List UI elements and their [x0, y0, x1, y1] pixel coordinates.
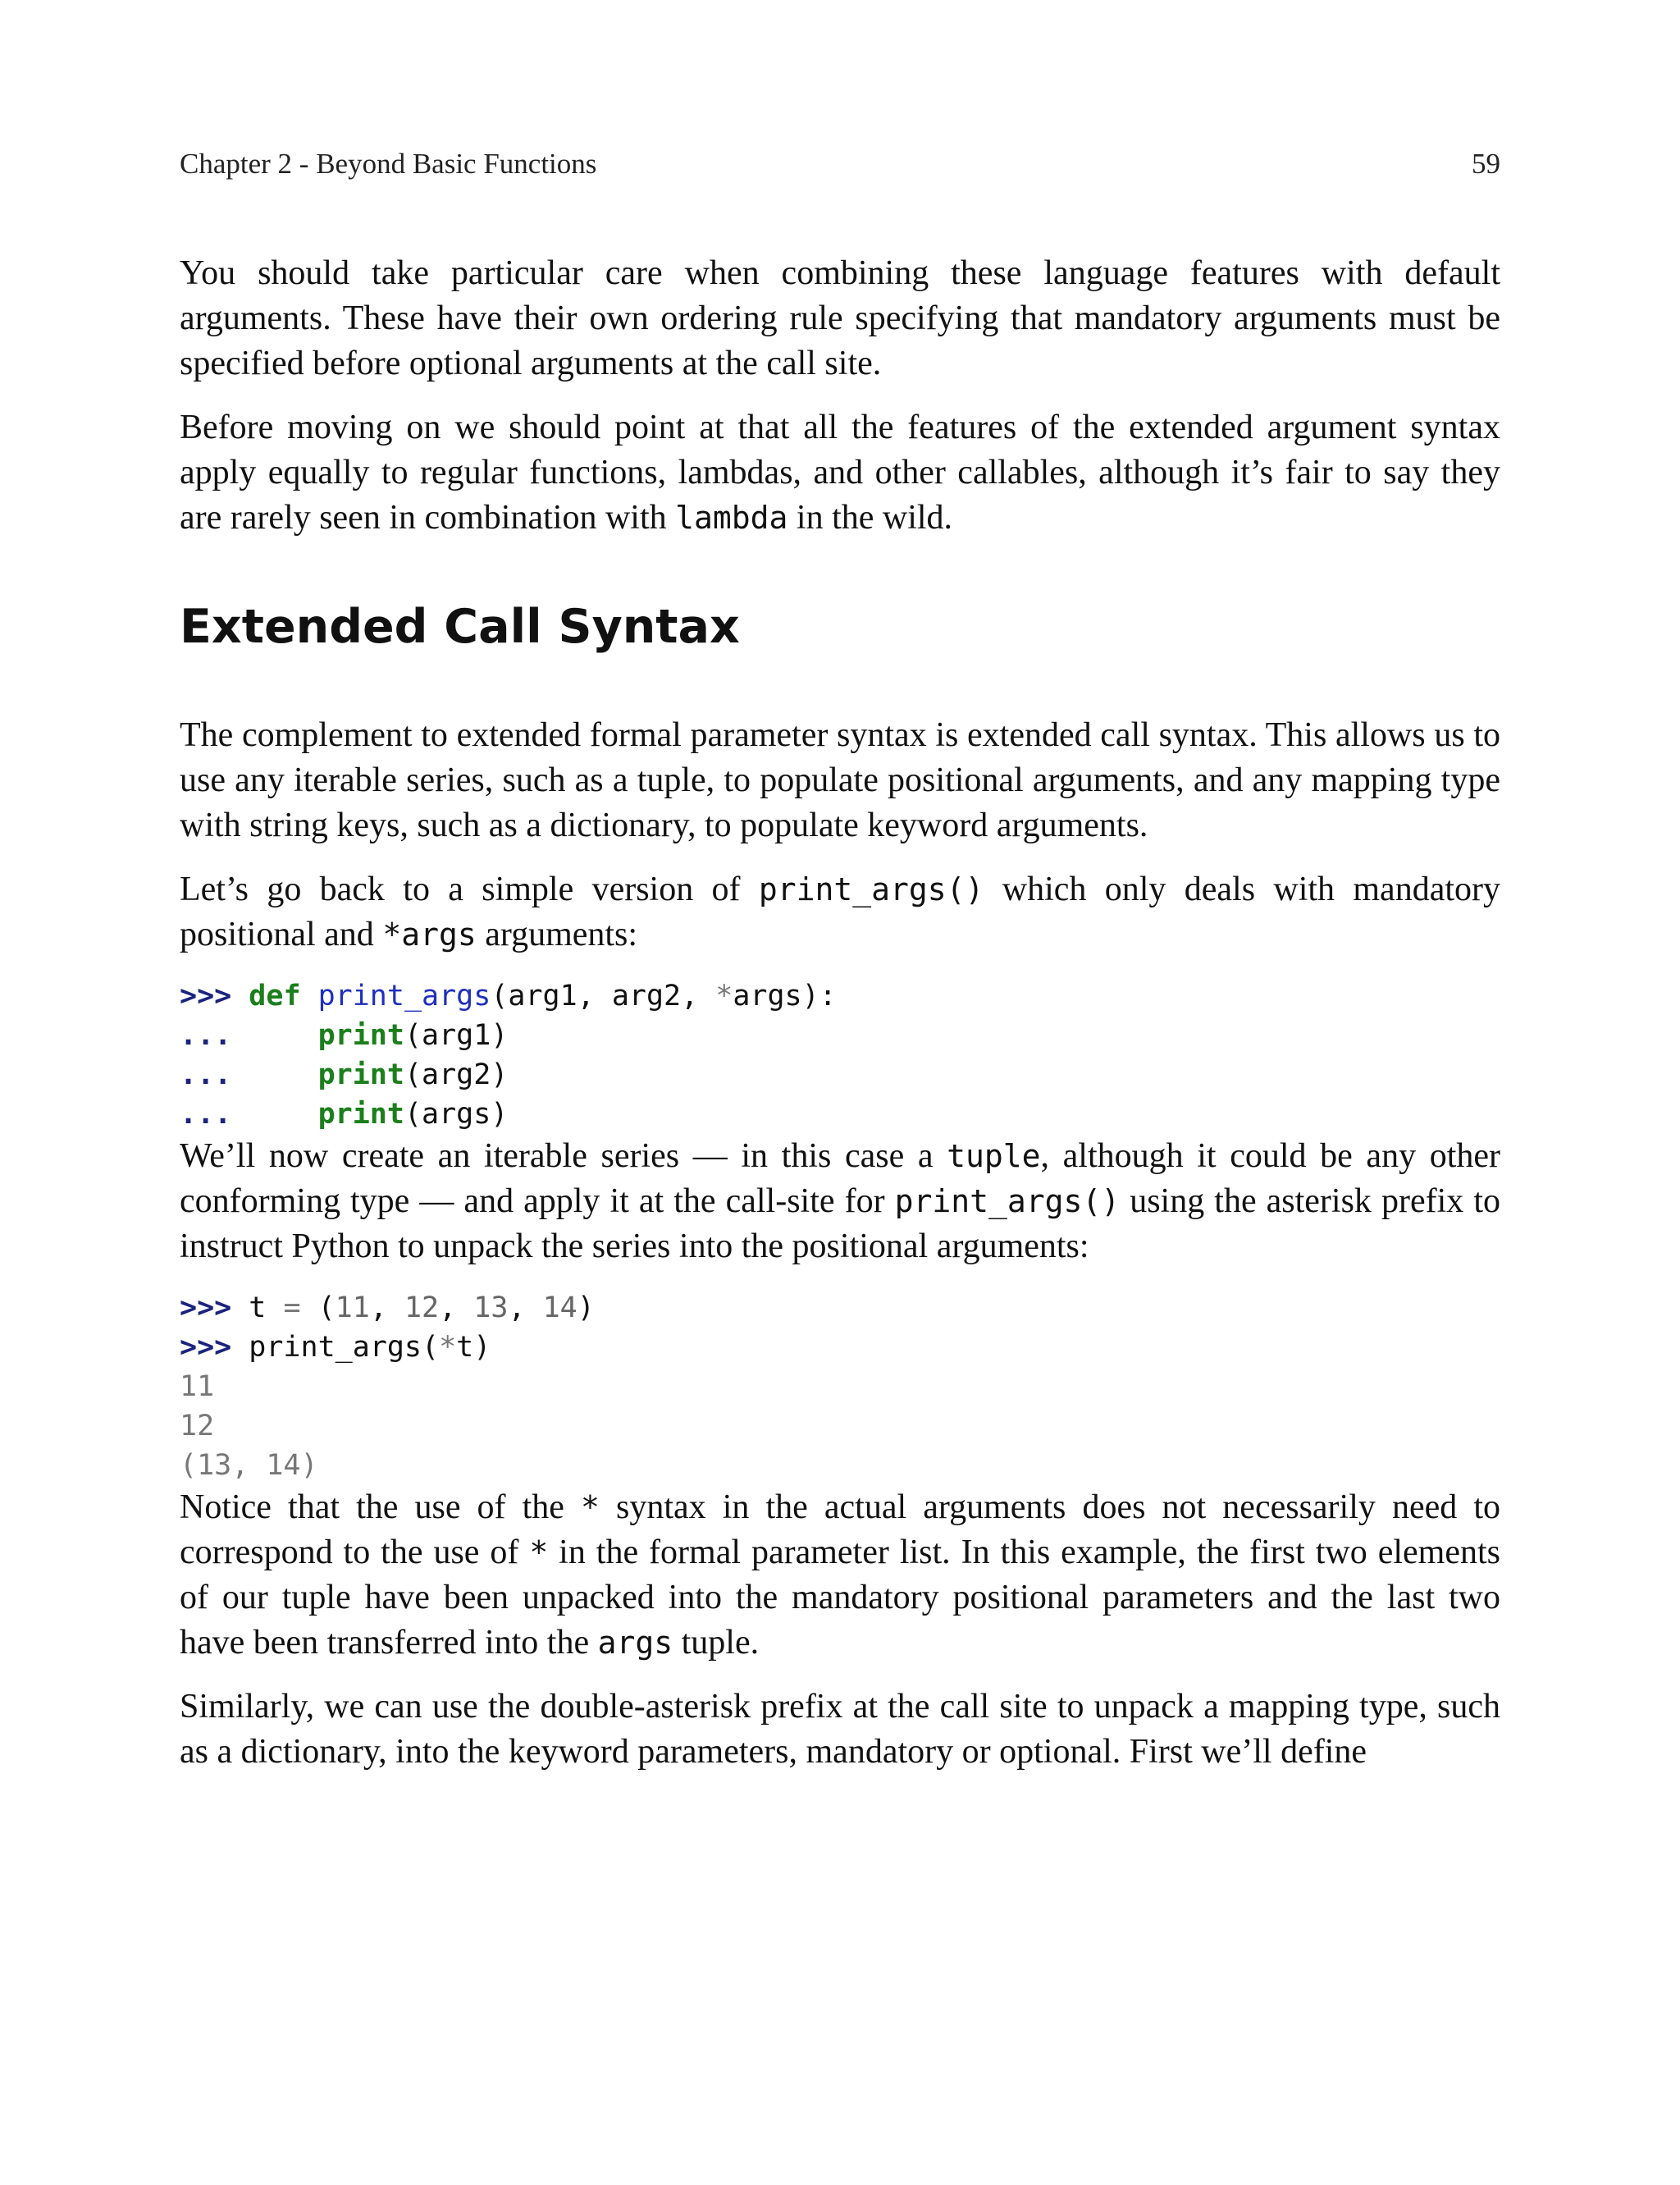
paragraph-complement: The complement to extended formal parameter syntax is extended call syntax. This allows us to use any iterable series, such as a tuple, to populate positional arguments, and any mapping type with string keys, such as a dictionary, to populate keyword arguments.	[180, 716, 1500, 844]
paragraph-notice-syntax	[180, 1485, 1500, 1666]
keyword: print	[317, 1098, 404, 1131]
paragraph-callables	[180, 405, 1500, 541]
code-text: (arg2)	[404, 1058, 509, 1091]
prompt: >>>	[180, 1291, 232, 1324]
code-text: t)	[456, 1331, 491, 1364]
prompt: ...	[180, 1098, 232, 1131]
inline-code: *	[581, 1489, 600, 1525]
operator: =	[283, 1291, 301, 1324]
chapter-title: Chapter 2 - Beyond Basic Functions	[180, 148, 597, 180]
code-text: (arg1, arg2,	[491, 980, 716, 1013]
number: 11	[335, 1291, 370, 1324]
operator: *	[439, 1331, 457, 1364]
text: , although it could be any other conforming type — and apply it at the call-site for	[180, 1137, 1500, 1220]
code-text: )	[577, 1291, 595, 1324]
text: We’ll now create an iterable series — in this case a	[180, 1137, 947, 1175]
number: 14	[542, 1291, 578, 1324]
inline-code: print_args()	[758, 871, 984, 907]
code-text: print_args(	[231, 1331, 440, 1364]
paragraph-iterable-series	[180, 1134, 1500, 1269]
operator: *	[715, 980, 733, 1013]
code-text: (	[300, 1291, 336, 1324]
paragraph-simple-version	[180, 867, 1500, 958]
prompt: ...	[180, 1019, 232, 1052]
code-text: ,	[508, 1291, 543, 1324]
text: in the wild.	[788, 499, 953, 537]
number: 12	[404, 1291, 440, 1324]
prompt: >>>	[180, 1331, 232, 1364]
prompt: >>>	[180, 980, 232, 1013]
code-text: t	[231, 1291, 284, 1324]
output-line: 12	[180, 1410, 215, 1442]
indent	[249, 1019, 317, 1052]
inline-code: print_args()	[894, 1183, 1121, 1219]
inline-code: *args	[382, 917, 477, 953]
output-line: (13, 14)	[180, 1449, 318, 1482]
code-block-print-args	[180, 976, 1500, 1134]
text: using the asterisk prefix to instruct Python to unpack the series into the positional arguments:	[180, 1182, 1500, 1265]
keyword: print	[317, 1019, 404, 1052]
page-content	[180, 251, 1500, 1794]
text: Notice that the use of the	[180, 1488, 582, 1526]
text: tuple.	[673, 1624, 760, 1662]
code-text: ,	[439, 1291, 474, 1324]
number: 13	[473, 1291, 509, 1324]
keyword: print	[317, 1058, 404, 1091]
page-number: 59	[1472, 148, 1500, 180]
output-line: 11	[180, 1370, 215, 1403]
code-text: (arg1)	[404, 1019, 509, 1052]
code-block-unpack-tuple	[180, 1288, 1500, 1485]
code-text: (args)	[404, 1098, 509, 1131]
text: in the formal parameter list. In this example, the first two elements of our tuple have been unpacked into the mandatory positional parameters and the last two have been transferred into the	[180, 1534, 1500, 1662]
inline-code: *	[529, 1534, 549, 1570]
indent	[249, 1098, 317, 1131]
inline-code: args	[597, 1625, 673, 1661]
inline-code: tuple	[947, 1138, 1041, 1174]
indent	[249, 1058, 317, 1091]
code-text: ,	[369, 1291, 404, 1324]
text: Let’s go back to a simple version of	[180, 871, 759, 908]
code-text: args):	[733, 980, 837, 1013]
paragraph-default-arguments: You should take particular care when combining these language features with default arguments. These have their own ordering rule specifying that mandatory arguments must be specified before optional arguments at the call site.	[180, 254, 1500, 382]
text: which only deals with mandatory positional and	[180, 871, 1500, 953]
text: Before moving on we should point at that all the features of the extended argument syntax apply equally to regular functions, lambdas, and other callables, although it’s fair to say they are rarely seen in combination with	[180, 409, 1500, 537]
inline-code: lambda	[675, 500, 788, 536]
paragraph-double-asterisk: Similarly, we can use the double-asterisk prefix at the call site to unpack a mapping type, such as a dictionary, into the keyword parameters, mandatory or optional. First we’ll define	[180, 1688, 1500, 1771]
prompt: ...	[180, 1058, 232, 1091]
text: arguments:	[476, 916, 638, 953]
section-heading: Extended Call Syntax	[180, 600, 740, 654]
text: syntax in the actual arguments does not necessarily need to correspond to the use of	[180, 1488, 1500, 1571]
function-name: print_args	[317, 980, 491, 1013]
keyword: def	[249, 980, 301, 1013]
